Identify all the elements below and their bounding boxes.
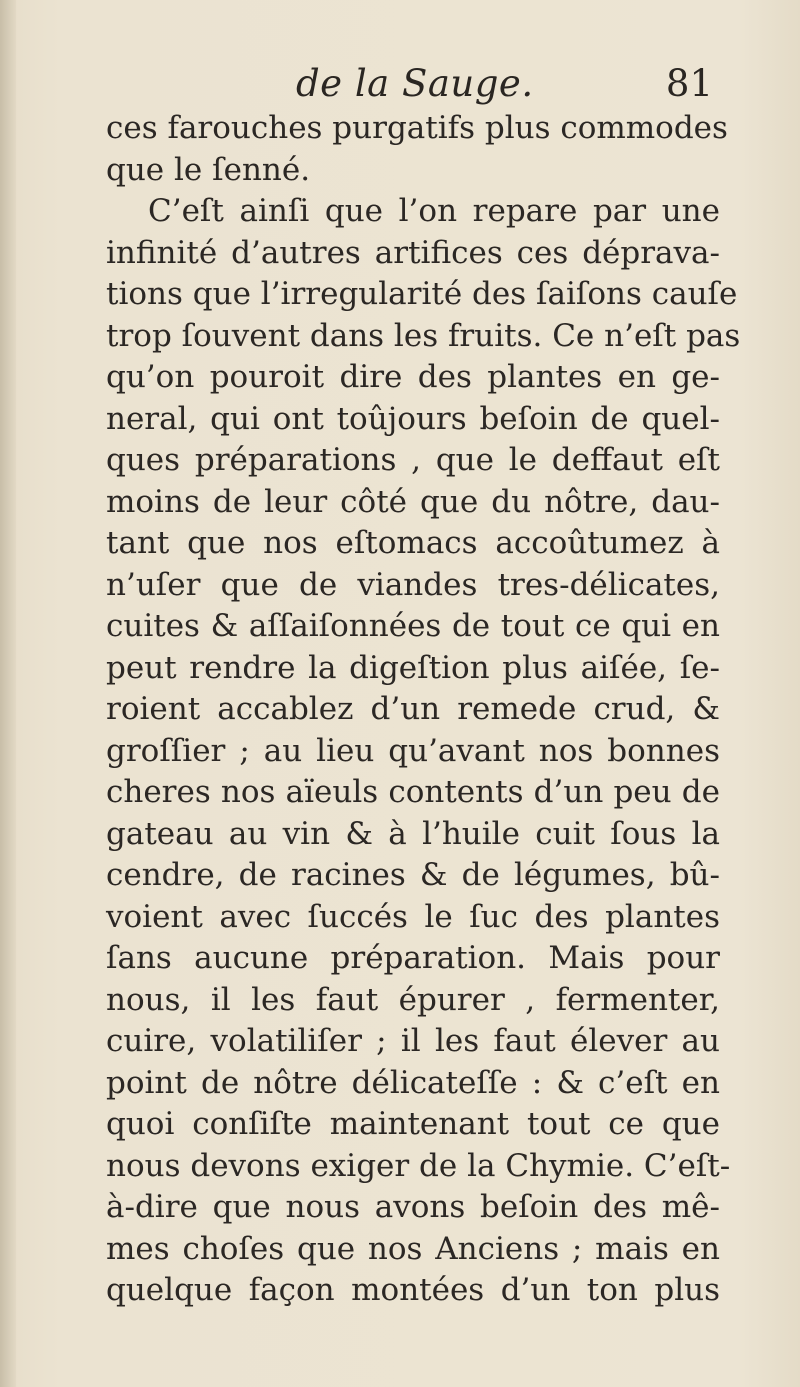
text-line: cendre, de racines & de légumes, bû- [106, 857, 720, 893]
text-line: à-dire que nous avons beſoin des mê- [106, 1189, 720, 1225]
text-line: cuire, volatiliſer ; il les faut élever au [106, 1023, 720, 1059]
text-line: neral, qui ont toûjours beſoin de quel- [106, 400, 720, 437]
text-line: moins de leur côté que du nôtre, dau- [106, 483, 720, 520]
text-line: cuites & aſſaiſonnées de tout ce qui en [106, 608, 720, 644]
text-line: nous, il les faut épurer , fermenter, [106, 981, 720, 1018]
text-line: quoi conſiſte maintenant tout ce que [106, 1106, 720, 1142]
text-line: que le ſenné. [106, 151, 311, 188]
text-line: groſſier ; au lieu qu’avant nos bonnes [106, 732, 720, 769]
text-line: ſans aucune préparation. Mais pour [106, 940, 720, 976]
running-head: de la Sauge. [296, 62, 534, 105]
text-line: peut rendre la digeſtion plus aiſée, ſe- [106, 649, 720, 686]
text-line: quelque façon montées d’un ton plus [106, 1272, 720, 1308]
text-line: ces farouches purgatifs plus commodes [106, 110, 728, 146]
page-gutter-shadow [0, 0, 16, 1387]
text-line: tions que l’irregularité des ſaiſons cauſe [106, 276, 738, 312]
text-line: cheres nos aïeuls contents d’un peu de [106, 774, 720, 810]
text-line: trop ſouvent dans les fruits. Ce n’eſt pas [106, 317, 741, 354]
text-line: tant que nos eſtomacs accoûtumez à [106, 525, 720, 561]
text-line: ques préparations , que le deffaut eſt [106, 442, 720, 478]
text-line: gateau au vin & à l’huile cuit ſous la [106, 815, 720, 852]
text-line: infinité d’autres artifices ces déprava- [106, 234, 720, 271]
text-line: C’eſt ainſi que l’on repare par une [148, 193, 720, 229]
page-number: 81 [665, 62, 713, 105]
text-line: roient accablez d’un remede crud, & [106, 691, 720, 727]
body-text [106, 108, 741, 1312]
text-line: qu’on pouroit dire des plantes en ge- [106, 359, 720, 395]
text-line: mes choſes que nos Anciens ; mais en [106, 1230, 720, 1267]
text-line: n’uſer que de viandes tres-délicates, [106, 566, 720, 603]
text-line: voient avec ſuccés le ſuc des plantes [106, 898, 720, 935]
page-header [108, 62, 713, 112]
text-line: point de nôtre délicateſſe : & c’eſt en [106, 1064, 720, 1101]
text-line: nous devons exiger de la Chymie. C’eſt- [106, 1147, 731, 1184]
